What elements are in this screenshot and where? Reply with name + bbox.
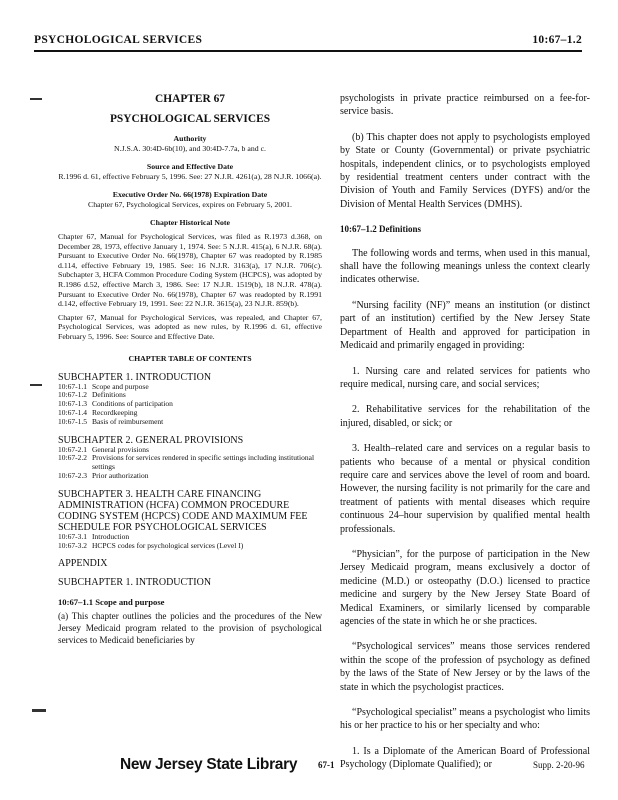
subchapter-heading: SUBCHAPTER 1. INTRODUCTION (58, 577, 212, 589)
paragraph: The following words and terms, when used in this manual, shall have the following meanings unless the context clearly indicates otherwise. (340, 247, 590, 286)
toc-item: 10:67-1.1 Scope and purpose (58, 381, 149, 391)
exec-order-text: Chapter 67, Psychological Services, expires on February 5, 2001. (88, 200, 292, 209)
supplement-date: Supp. 2-20-96 (533, 760, 585, 770)
definition-psychological-specialist: “Psychological specialist” means a psychologist who limits his or her practice to his or her specialty and who: (340, 707, 590, 732)
toc-appendix: APPENDIX (58, 558, 108, 570)
section-heading-1-2: 10:67–1.2 Definitions (340, 224, 421, 235)
right-column (340, 92, 590, 784)
source-heading: Source and Effective Date (146, 162, 234, 171)
header-section-number: 10:67–1.2 (532, 34, 582, 46)
exec-order-heading: Executive Order No. 66(1978) Expiration Date (112, 190, 268, 199)
toc-subchapter-3: SUBCHAPTER 3. HEALTH CARE FINANCING ADMINISTRATION (HCFA) COMMON PROCEDURE CODING SYSTEM (HCPCS) CODE AND MAXIMUM FEE SCHEDULE FOR PSYCHOLOGICAL SERVICES (58, 488, 308, 533)
historical-note-p2: Chapter 67, Manual for Psychological Services, was repealed, and Chapter 67, Psychological Services, was adopted as new rules, by R.1996 d. 61, effective February 5, 1996. See: Source and Effective Date. (58, 312, 322, 341)
definition-physician: “Physician”, for the purpose of participation in the New Jersey Medicaid program, means exclusively a doctor of medicine (M.D.) or osteopathy (D.O.) licensed to practice medicine and surgery by the New Jersey State Board of Medical Examiners, or similarly licensed by comparable agencies of the state in which he or she practices. (340, 548, 590, 627)
chapter-number: CHAPTER 67 (155, 93, 225, 105)
toc-subchapter-1: SUBCHAPTER 1. INTRODUCTION (58, 371, 212, 383)
running-header (34, 34, 582, 52)
toc-list-2 (58, 446, 322, 481)
toc-item: 10:67-1.3 Conditions of participation (58, 399, 173, 409)
list-item: 1. Is a Diplomate of the American Board of Professional Psychology (Diplomate Qualified); or (340, 745, 590, 771)
chapter-title: PSYCHOLOGICAL SERVICES (109, 113, 271, 125)
historical-note-p1: Chapter 67, Manual for Psychological Services, was filed as R.1973 d.368, on December 28, 1973, effective January 1, 1974. See: 5 N.J.R. 415(a), 6 N.J.R. 68(a). Pursuant to Executive Order No. 66(1978), Chapter 67 was readopted by R.1985 d.114, effective February 19, 1985. See: 16 N.J.R. 3163(a), 17 N.J.R. 706(c). Subchapter 3, HCFA Common Procedure Coding System (HCPCS), was adopted by R.1986 d.52, effective March 3, 1986. See: 17 N.J.R. 1519(b), 18 N.J.R. 478(a). Pursuant to Executive Order No. 66(1978), Chapter 67 was readopted by R.1991 d.142, effective February 19, 1991. See: 22 N.J.R. 3615(a), 23 N.J.R. 859(b). (58, 232, 322, 309)
list-item: 1. Nursing care and related services for patients who require medical, nursing care, and social services; (340, 365, 590, 390)
source-text: R.1996 d. 61, effective February 5, 1996. See: 27 N.J.R. 4261(a), 28 N.J.R. 1066(a). (58, 172, 322, 181)
authority-text: N.J.S.A. 30:4D-6b(10), and 30:4D-7.7a, b and c. (113, 144, 267, 153)
toc-item: 10:67-1.2 Definitions (58, 390, 126, 400)
list-item: 3. Health–related care and services on a regular basis to patients who because of a mental or physical condition require care and services above the level of room and board. However, the nursing facility is not primarily for the care and treatment of patients with mental diseases which require continuous 24–hour supervision by qualified mental health professionals. (340, 443, 590, 535)
toc-list-3 (58, 533, 322, 551)
margin-mark (30, 384, 42, 386)
library-logo: New Jersey State Library (120, 756, 298, 773)
toc-heading: CHAPTER TABLE OF CONTENTS (128, 353, 252, 363)
toc-item: 10:67-1.4 Recordkeeping (58, 407, 138, 417)
header-title: PSYCHOLOGICAL SERVICES (34, 34, 203, 46)
toc-item: 10:67-1.5 Basis of reimbursement (58, 416, 164, 426)
page-number: 67-1 (318, 760, 335, 770)
margin-mark (32, 709, 46, 712)
toc-list-1 (58, 383, 322, 427)
toc-item: 10:67-2.1 General provisions (58, 444, 149, 454)
historical-note-heading: Chapter Historical Note (150, 218, 230, 227)
scope-paragraph: (a) This chapter outlines the policies and the procedures of the New Jersey Medicaid program related to the provision of psychological services to Medicaid beneficiaries by (58, 611, 322, 646)
toc-item: 10:67-2.2 Provisions for services rendered in specific settings including institutional settings (58, 453, 315, 472)
left-column (58, 92, 322, 646)
section-heading-1-1: 10:67–1.1 Scope and purpose (58, 597, 165, 608)
toc-subchapter-2: SUBCHAPTER 2. GENERAL PROVISIONS (58, 434, 244, 446)
toc-item: 10:67-2.3 Prior authorization (58, 470, 149, 480)
definition-psychological-services: “Psychological services” means those services rendered within the scope of the profession of psychology as defined by the laws of the State of New Jersey or by the laws of the state in which the psychologist practices. (340, 641, 590, 693)
paragraph: psychologists in private practice reimbursed on a fee-for-service basis. (340, 93, 590, 118)
authority-heading: Authority (173, 134, 207, 143)
paragraph: (b) This chapter does not apply to psychologists employed by State or County (Governmental) or private psychiatric hospitals, independent clinics, or to psychologists employed by residential treatment centers under contract with the Division of Youth and Family Services (DYFS) and/or the Division of Mental Health Services (DMHS). (340, 131, 590, 210)
margin-mark (30, 98, 42, 100)
definition-nursing-facility: “Nursing facility (NF)” means an institution (or distinct part of an institution) certified by the New Jersey State Department of Health and approved for participation in Medicaid and primarily engaged in providing: (340, 299, 590, 352)
list-item: 2. Rehabilitative services for the rehabilitation of the injured, disabled, or sick; or (340, 404, 590, 429)
toc-item: 10:67-3.2 HCPCS codes for psychological services (Level I) (58, 540, 244, 550)
toc-item: 10:67-3.1 Introduction (58, 531, 130, 541)
